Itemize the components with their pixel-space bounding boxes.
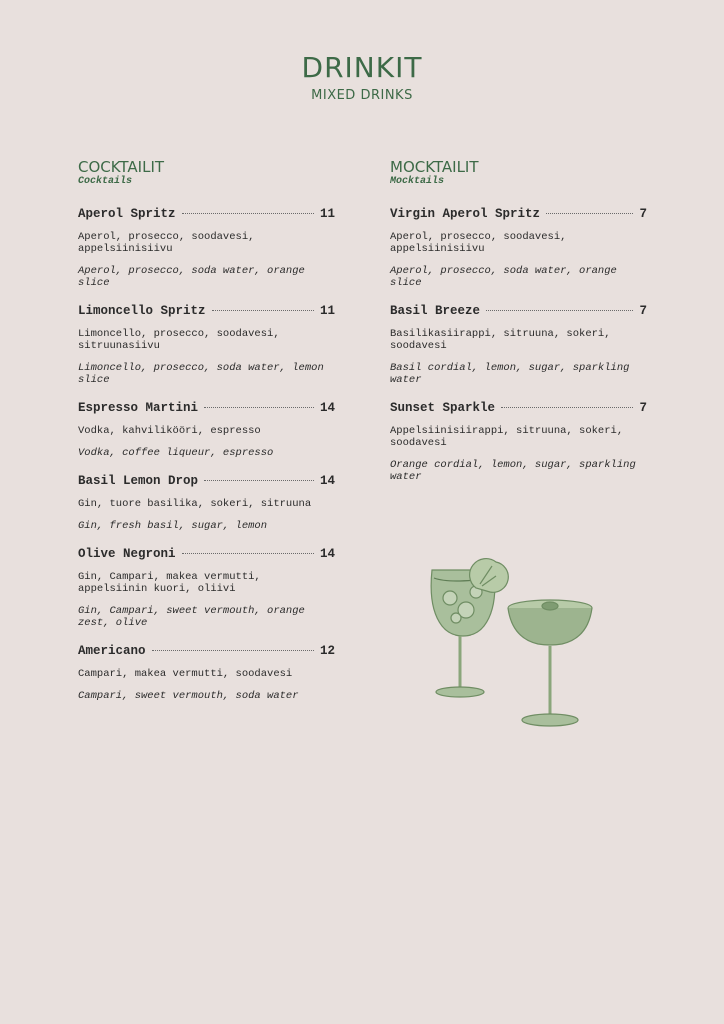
menu-item [78, 400, 335, 459]
section-title: COCKTAILIT [78, 158, 165, 176]
item-price: 14 [319, 474, 335, 488]
item-heading [78, 400, 335, 416]
cocktails-section [78, 158, 335, 716]
page-subtitle: MIXED DRINKS [311, 88, 413, 103]
dot-leader [546, 213, 633, 214]
item-price: 7 [639, 304, 647, 318]
item-price: 11 [319, 207, 335, 221]
item-description-en: Campari, sweet vermouth, soda water [78, 690, 299, 702]
item-name: Basil Lemon Drop [78, 474, 199, 488]
item-heading [78, 473, 335, 489]
item-description-fi: Campari, makea vermutti, soodavesi [78, 668, 293, 680]
dot-leader [204, 480, 314, 481]
section-title: MOCKTAILIT [390, 158, 479, 176]
wine-glass-icon [431, 559, 508, 697]
item-description-fi: Gin, Campari, makea vermutti, appelsiinin kuori, oliivi [78, 571, 261, 595]
menu-item [390, 206, 647, 289]
item-description-en: Orange cordial, lemon, sugar, sparkling water [390, 459, 636, 483]
dot-leader [501, 407, 633, 408]
item-price: 11 [319, 304, 335, 318]
menu-item [78, 643, 335, 702]
item-description-fi: Aperol, prosecco, soodavesi, appelsiinisiivu [78, 231, 255, 255]
item-name: Aperol Spritz [78, 207, 176, 221]
item-name: Basil Breeze [390, 304, 481, 318]
page-title: DRINKIT [301, 51, 423, 84]
menu-item [78, 303, 335, 386]
item-name: Olive Negroni [78, 547, 176, 561]
cocktail-glasses-illustration [420, 548, 610, 748]
dot-leader [182, 213, 314, 214]
item-name: Espresso Martini [78, 401, 199, 415]
menu-item [78, 546, 335, 629]
item-description-en: Aperol, prosecco, soda water, orange slice [390, 265, 617, 289]
item-name: Americano [78, 644, 146, 658]
dot-leader [212, 310, 314, 311]
item-description-en: Basil cordial, lemon, sugar, sparkling water [390, 362, 630, 386]
item-description-fi: Basilikasiirappi, sitruuna, sokeri, soodavesi [390, 328, 611, 352]
dot-leader [182, 553, 314, 554]
dot-leader [152, 650, 314, 651]
item-price: 12 [319, 644, 335, 658]
item-heading [78, 303, 335, 319]
item-description-fi: Limoncello, prosecco, soodavesi, sitruunasiivu [78, 328, 280, 352]
item-name: Virgin Aperol Spritz [390, 207, 541, 221]
item-heading [390, 400, 647, 416]
mocktails-section [390, 158, 647, 497]
item-price: 14 [319, 401, 335, 415]
dot-leader [204, 407, 314, 408]
menu-item [390, 400, 647, 483]
menu-header [0, 50, 724, 103]
item-name: Sunset Sparkle [390, 401, 496, 415]
item-heading [390, 206, 647, 222]
item-description-en: Limoncello, prosecco, soda water, lemon slice [78, 362, 324, 386]
item-heading [390, 303, 647, 319]
cocktail-glasses-icon [420, 548, 610, 748]
coupe-glass-icon [508, 600, 592, 726]
section-subtitle: Mocktails [390, 176, 445, 187]
item-description-fi: Aperol, prosecco, soodavesi, appelsiinisiivu [390, 231, 567, 255]
item-name: Limoncello Spritz [78, 304, 206, 318]
item-price: 14 [319, 547, 335, 561]
menu-item [78, 473, 335, 532]
item-price: 7 [639, 401, 647, 415]
item-heading [78, 206, 335, 222]
item-description-fi: Appelsiinisiirappi, sitruuna, sokeri, soodavesi [390, 425, 624, 449]
item-description-en: Gin, Campari, sweet vermouth, orange zest, olive [78, 605, 305, 629]
item-heading [78, 546, 335, 562]
item-description-en: Gin, fresh basil, sugar, lemon [78, 520, 268, 532]
item-price: 7 [639, 207, 647, 221]
item-description-fi: Vodka, kahvilikööri, espresso [78, 425, 261, 437]
item-description-en: Aperol, prosecco, soda water, orange slice [78, 265, 305, 289]
item-description-en: Vodka, coffee liqueur, espresso [78, 447, 274, 459]
dot-leader [486, 310, 633, 311]
section-subtitle: Cocktails [78, 176, 133, 187]
menu-item [390, 303, 647, 386]
item-heading [78, 643, 335, 659]
item-description-fi: Gin, tuore basilika, sokeri, sitruuna [78, 498, 312, 510]
menu-item [78, 206, 335, 289]
